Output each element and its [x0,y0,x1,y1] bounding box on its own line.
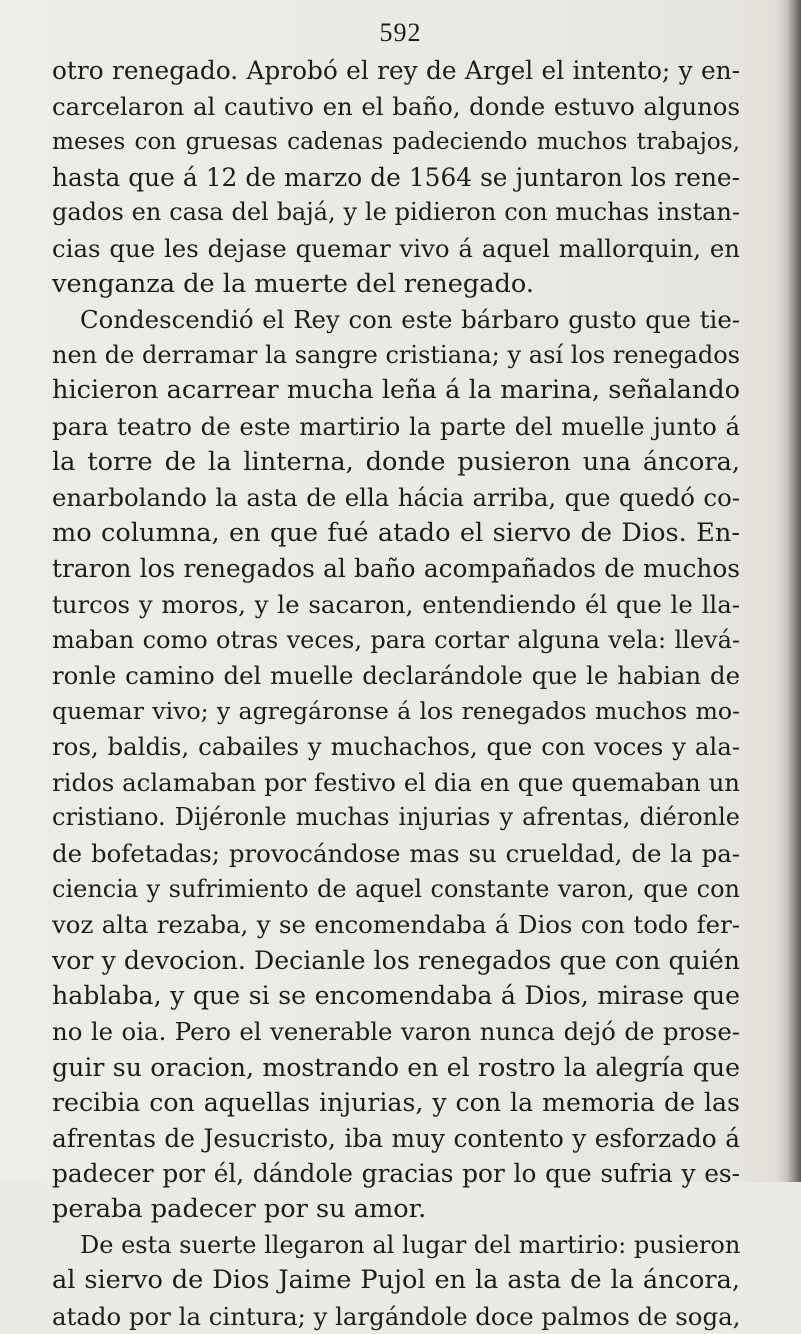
text-line: carcelaron al cautivo en el baño, donde estuvo algunos [52,91,740,121]
text-line: mo columna, en que fué atado el siervo de Dios. En- [52,517,740,548]
text-line: turcos y moros, y le sacaron, entendiendo él que le lla- [52,589,740,619]
text-line: ros, baldis, cabailes y muchachos, que con voces y ala- [52,732,740,762]
text-line: atado por la cintura; y largándole doce palmos de soga, [52,1301,741,1331]
text-line: hasta que á 12 de marzo de 1564 se juntaron los rene- [52,162,740,192]
text-line: hicieron acarrear mucha leña á la marina, señalando [52,375,740,406]
text-line: De esta suerte llegaron al lugar del martirio: pusieron [80,1230,741,1259]
text-line: maban como otras veces, para cortar alguna vela: llevá- [52,625,740,654]
text-line: cristiano. Dijéronle muchas injurias y afrentas, diéronle [52,803,740,832]
text-line: enarbolando la asta de ella hácia arriba, que quedó co- [52,483,740,513]
text-line: quemar vivo; y agregáronse á los renegados muchos mo- [52,696,740,725]
text-line: de bofetadas; provocándose mas su crueldad, de la pa- [52,839,740,869]
text-line: padecer por él, dándole gracias por lo que sufria y es- [52,1159,740,1189]
text-line: afrentas de Jesucristo, iba muy contento y esforzado á [52,1123,740,1153]
text-line: no le oia. Pero el venerable varon nunca dejó de prose- [52,1017,740,1047]
text-line: ridos aclamaban por festivo el dia en que quemaban un [52,767,740,797]
text-line: nen de derramar la sangre cristiana; y así los renegados [52,340,740,369]
body-text [52,53,740,1334]
text-line: cias que les dejase quemar vivo á aquel mallorquin, en [52,233,740,263]
text-line: voz alta rezaba, y se encomendaba á Dios con todo fer- [52,910,740,940]
text-line: ciencia y sufrimiento de aquel constante varon, que con [52,874,740,903]
text-line: venganza de la muerte del renegado. [52,268,535,299]
page-number: 592 [379,18,422,47]
text-line: guir su oracion, mostrando en el rostro la alegría que [52,1052,740,1082]
text-line: para teatro de este martirio la parte del muelle junto á [52,411,740,441]
text-line: otro renegado. Aprobó el rey de Argel el intento; y en- [52,56,740,85]
text-line: al siervo de Dios Jaime Pujol en la asta de la áncora, [52,1265,740,1296]
text-line: Condescendió el Rey con este bárbaro gusto que tie- [80,305,740,335]
text-line: meses con gruesas cadenas padeciendo muchos trabajos, [52,128,740,156]
text-line: la torre de la linterna, donde pusieron una áncora, [52,446,740,477]
text-line: traron los renegados al baño acompañados de muchos [52,554,740,584]
text-line: ronle camino del muelle declarándole que le habian de [52,661,740,691]
text-line: hablaba, y que si se encomendaba á Dios, mirase que [52,981,740,1011]
text-line: recibia con aquellas injurias, y con la memoria de las [52,1088,740,1118]
text-line: gados en casa del bajá, y le pidieron con muchas instan- [52,198,740,227]
text-line: peraba padecer por su amor. [52,1194,427,1224]
page-edge-shadow [775,0,801,1182]
text-line: vor y devocion. Decianle los renegados que con quién [52,945,740,975]
